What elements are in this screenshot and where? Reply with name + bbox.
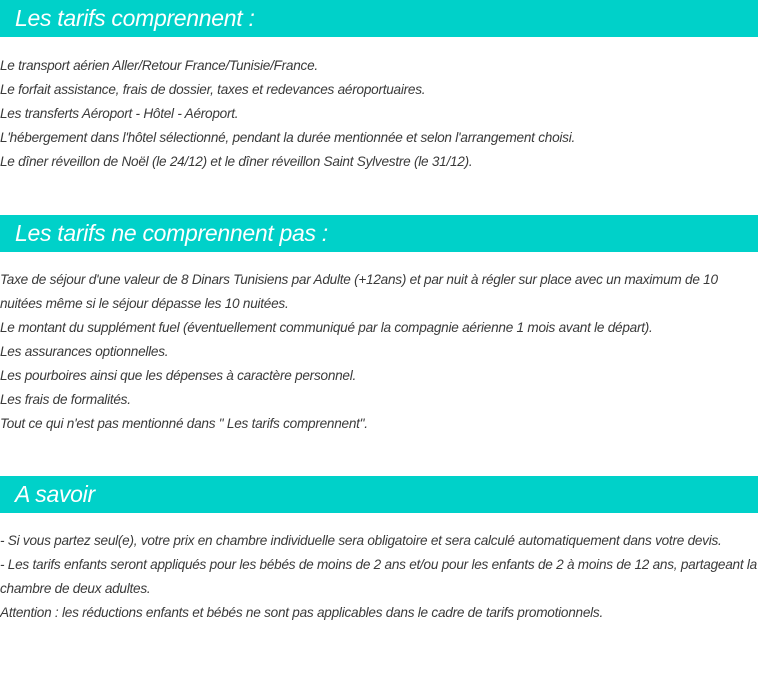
list-item: Le forfait assistance, frais de dossier, taxes et redevances aéroportuaires. — [0, 82, 426, 97]
list-item: Tout ce qui n'est pas mentionné dans " Les tarifs comprennent". — [0, 416, 368, 431]
list-item: - Les tarifs enfants seront appliqués pour les bébés de moins de 2 ans et/ou pour les enfants de 2 à moins de 12 ans, partageant la chambre de deux adultes. — [0, 557, 757, 596]
section-header: A savoir — [0, 476, 758, 513]
list-item: - Si vous partez seul(e), votre prix en chambre individuelle sera obligatoire et sera calculé automatiquement dans votre devis. — [0, 533, 722, 548]
section-header: Les tarifs ne comprennent pas : — [0, 215, 758, 252]
list-item: Attention : les réductions enfants et bébés ne sont pas applicables dans le cadre de tarifs promotionnels. — [0, 605, 603, 620]
section-included — [0, 0, 758, 174]
section-body — [0, 252, 758, 436]
list-item: Le transport aérien Aller/Retour France/Tunisie/France. — [0, 58, 318, 73]
list-item: L'hébergement dans l'hôtel sélectionné, pendant la durée mentionnée et selon l'arrangement choisi. — [0, 130, 576, 145]
list-item: Taxe de séjour d'une valeur de 8 Dinars Tunisiens par Adulte (+12ans) et par nuit à régler sur place avec un maximum de 10 nuitées même si le séjour dépasse les 10 nuitées. — [0, 272, 718, 311]
list-item: Les pourboires ainsi que les dépenses à caractère personnel. — [0, 368, 357, 383]
list-item: Le dîner réveillon de Noël (le 24/12) et le dîner réveillon Saint Sylvestre (le 31/12). — [0, 154, 473, 169]
section-not-included — [0, 215, 758, 436]
section-body — [0, 513, 758, 625]
section-good-to-know — [0, 476, 758, 625]
section-body — [0, 37, 758, 174]
list-item: Le montant du supplément fuel (éventuellement communiqué par la compagnie aérienne 1 mois avant le départ). — [0, 320, 653, 335]
list-item: Les assurances optionnelles. — [0, 344, 169, 359]
section-header: Les tarifs comprennent : — [0, 0, 758, 37]
list-item: Les transferts Aéroport - Hôtel - Aéroport. — [0, 106, 239, 121]
list-item: Les frais de formalités. — [0, 392, 131, 407]
